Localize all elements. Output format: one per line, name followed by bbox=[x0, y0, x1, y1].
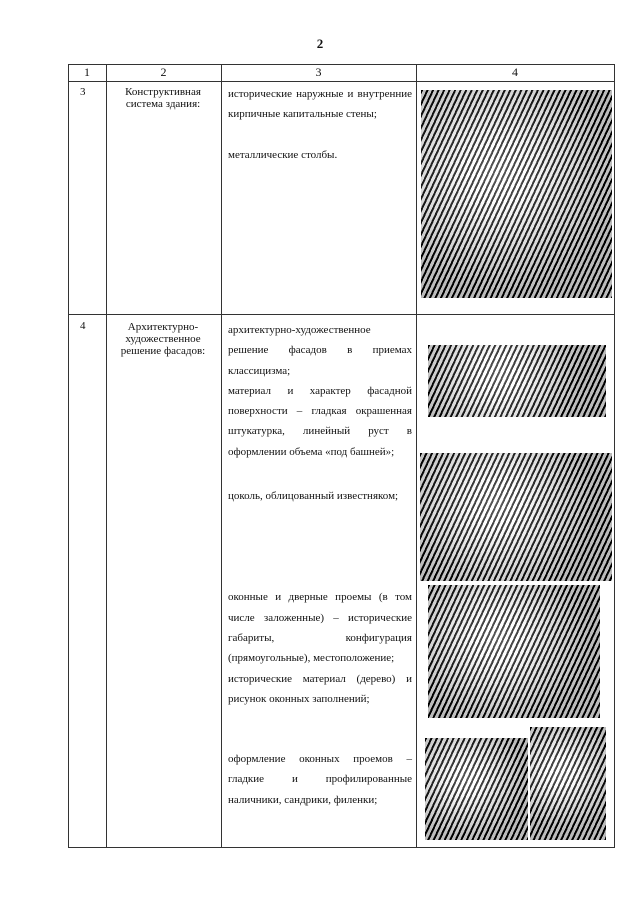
photo-interior-columns bbox=[421, 90, 612, 298]
row-description bbox=[228, 84, 412, 165]
photo-window-trim bbox=[425, 738, 528, 840]
paragraph: цоколь, облицованный известняком; bbox=[228, 490, 399, 503]
page-number: 2 bbox=[316, 36, 324, 51]
header-col-2: 2 bbox=[160, 65, 167, 79]
paragraph: оформление оконных проемов – гладкие и профилированные наличники, сандрики, филенки; bbox=[228, 753, 412, 806]
paragraph: металлические столбы. bbox=[228, 148, 338, 161]
paragraph: исторические наружные и внутренние кирпичные капитальные стены; bbox=[228, 88, 412, 121]
header-col-3: 3 bbox=[315, 65, 322, 79]
paragraph: архитектурно-художественное решение фасадов в приемах классицизма; bbox=[228, 324, 412, 377]
header-col-4: 4 bbox=[512, 65, 518, 79]
photo-plinth bbox=[420, 453, 612, 581]
row-label: Конструктивная система здания: bbox=[125, 86, 201, 110]
row-label: Архитектурно-художественное решение фасадов: bbox=[120, 321, 206, 357]
row-description bbox=[228, 320, 412, 810]
paragraph: исторические материал (дерево) и рисунок оконных заполнений; bbox=[228, 672, 412, 705]
photo-window-openings bbox=[428, 585, 600, 718]
paragraph: материал и характер фасадной поверхности – гладкая окрашенная штукатурка, линейный руст в оформлении объема «под башней»; bbox=[228, 384, 412, 458]
header-col-1: 1 bbox=[84, 65, 90, 79]
row-number: 4 bbox=[80, 320, 86, 332]
paragraph: оконные и дверные проемы (в том числе заложенные) – исторические габариты, конфигурация (прямоугольные), местоположение; bbox=[228, 591, 412, 665]
row-number: 3 bbox=[80, 86, 86, 98]
photo-facade bbox=[428, 345, 606, 417]
photo-window-detail bbox=[530, 727, 606, 840]
